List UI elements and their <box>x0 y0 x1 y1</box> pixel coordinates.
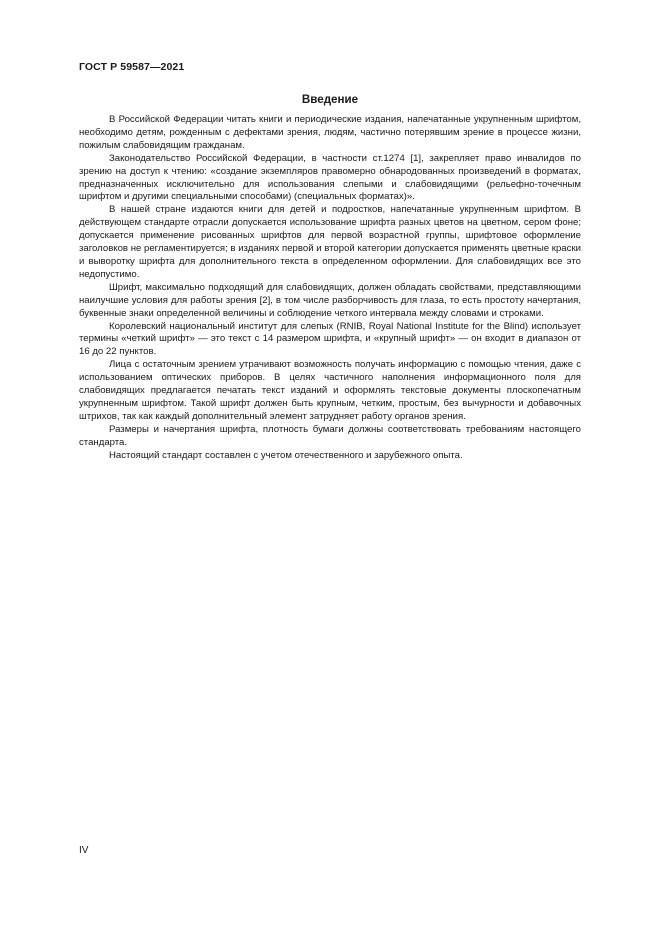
paragraph: Лица с остаточным зрением утрачивают возможность получать информацию с помощью чтения, даже с использованием оптических приборов. В целях частичного наполнения информационного поля для слабовидящих предлагается печатать текст изданий и оформлять текстовые документы плоскопечатным укрупненным шрифтом. Такой шрифт должен быть крупным, четким, простым, без вычурности и добавочных штрихов, так как каждый дополнительный элемент затрудняет работу органов зрения. <box>79 359 581 422</box>
body-text <box>79 114 581 462</box>
page-number: IV <box>79 845 89 856</box>
paragraph: Настоящий стандарт составлен с учетом отечественного и зарубежного опыта. <box>109 449 463 461</box>
paragraph: Шрифт, максимально подходящий для слабовидящих, должен обладать свойствами, представляющими наилучшие условия для работы зрения [2], в том числе разборчивость для глаза, то есть простоту начертания, буквенные знаки определенной величины и соблюдение четкого интервала между словами и строками. <box>79 281 581 319</box>
paragraph: Законодательство Российской Федерации, в частности ст.1274 [1], закрепляет право инвалидов по зрению на доступ к чтению: «создание экземпляров правомерно обнародованных произведений в форматах, предназначенных исключительно для использования слепыми и слабовидящими (рельефно-точечным шрифтом и другими специальными способами) (специальных форматах)». <box>79 152 581 203</box>
document-id: ГОСТ Р 59587—2021 <box>79 61 185 73</box>
paragraph: Размеры и начертания шрифта, плотность бумаги должны соответствовать требованиям настоящего стандарта. <box>79 423 581 448</box>
section-title: Введение <box>301 93 359 106</box>
paragraph: Королевский национальный институт для слепых (RNIB, Royal National Institute for the Blind) использует термины «четкий шрифт» — это текст с 14 размером шрифта, и «крупный шрифт» — он входит в диапазон от 16 до 22 пунктов. <box>79 320 581 358</box>
paragraph: В Российской Федерации читать книги и периодические издания, напечатанные укрупненным шрифтом, необходимо детям, рожденным с дефектами зрения, людям, частично потерявшим зрение в процессе жизни, пожилым слабовидящим гражданам. <box>79 114 581 151</box>
paragraph: В нашей стране издаются книги для детей и подростков, напечатанные укрупненным шрифтом. В действующем стандарте отрасли допускается использование шрифта разных цветов на цветном, сером фоне; допускается применение рисованных шрифтов для первой возрастной группы, шрифтовое оформление заголовков не регламентируется; в изданиях первой и второй категории допускается применять цветные краски и выворотку шрифта для дополнительного текста в определенном оформлении. Для слабовидящих все это недопустимо. <box>79 204 581 280</box>
